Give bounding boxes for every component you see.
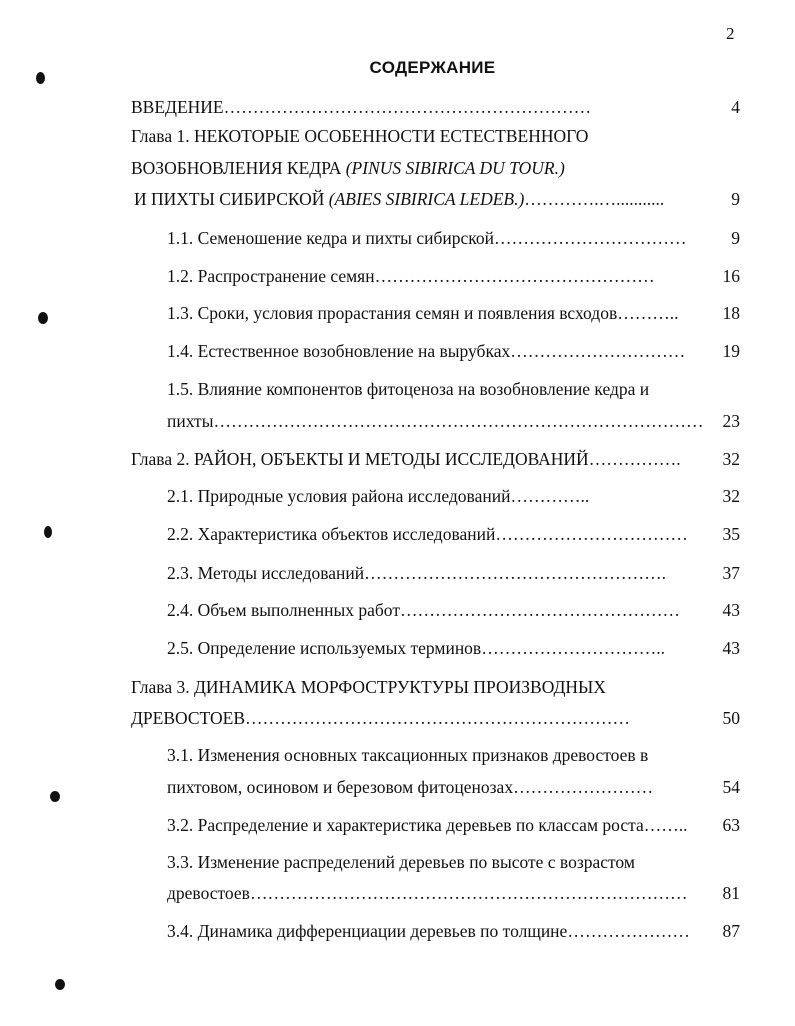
toc-entry-3-1-line2: пихтовом, осиновом и березовом фитоценозах…………………… <box>167 777 654 797</box>
toc-page-chapter3: 50 <box>722 708 740 728</box>
toc-entry-1-1: 1.1. Семеношение кедра и пихты сибирской…………………………… <box>167 228 687 248</box>
toc-entry-1-5-line1: 1.5. Влияние компонентов фитоценоза на возобновление кедра и <box>167 379 650 399</box>
toc-entry-3-4: 3.4. Динамика дифференциации деревьев по толщине………………… <box>167 921 690 941</box>
toc-page-1-4: 19 <box>722 341 740 361</box>
page-number: 2 <box>726 24 735 43</box>
toc-page-2-1: 32 <box>722 486 740 506</box>
toc-page-1-2: 16 <box>722 266 740 286</box>
toc-entry-3-3-line2: древостоев………………………………………………………………… <box>167 883 688 903</box>
toc-page-3-4: 87 <box>722 921 740 941</box>
toc-entry-1-2: 1.2. Распространение семян………………………………………… <box>167 266 655 286</box>
toc-entry-1-4: 1.4. Естественное возобновление на вырубках………………………… <box>167 341 686 361</box>
toc-page-chapter1: 9 <box>731 189 740 209</box>
toc-page-2-4: 43 <box>722 600 740 620</box>
toc-entry-1-3: 1.3. Сроки, условия прорастания семян и появления всходов……….. <box>167 303 679 323</box>
toc-entry-chapter1-line3: И ПИХТЫ СИБИРСКОЙ (ABIES SIBIRICA LEDEB.)………….…........... <box>134 189 665 209</box>
toc-page-3-2: 63 <box>722 815 740 835</box>
scan-speck <box>44 526 52 538</box>
toc-entry-2-5: 2.5. Определение используемых терминов………………………….. <box>167 638 665 658</box>
toc-entry-3-1-line1: 3.1. Изменения основных таксационных признаков древостоев в <box>167 745 649 765</box>
toc-page-1-1: 9 <box>731 228 740 248</box>
toc-page-3-1: 54 <box>722 777 740 797</box>
toc-entry-chapter1-line2: ВОЗОБНОВЛЕНИЯ КЕДРА (PINUS SIBIRICA DU TOUR.) <box>131 158 565 178</box>
toc-page-3-3: 81 <box>722 883 740 903</box>
toc-entry-chapter2: Глава 2. РАЙОН, ОБЪЕКТЫ И МЕТОДЫ ИССЛЕДОВАНИЙ……………. <box>131 449 681 469</box>
toc-page-1-3: 18 <box>722 303 740 323</box>
toc-page-introduction: 4 <box>731 97 740 117</box>
toc-page-1-5: 23 <box>722 411 740 431</box>
scan-speck <box>38 312 48 324</box>
scan-speck <box>55 979 65 990</box>
toc-entry-chapter3-line2: ДРЕВОСТОЕВ………………………………………………………… <box>131 708 631 728</box>
toc-page-2-2: 35 <box>722 524 740 544</box>
scan-speck <box>50 791 60 802</box>
toc-page-2-3: 37 <box>722 563 740 583</box>
toc-entry-1-5-line2: пихты………………………………………………………………………… <box>167 411 704 431</box>
toc-entry-3-2: 3.2. Распределение и характеристика деревьев по классам роста…….. <box>167 815 688 835</box>
toc-entry-2-1: 2.1. Природные условия района исследований………….. <box>167 486 590 506</box>
toc-entry-2-4: 2.4. Объем выполненных работ………………………………………… <box>167 600 680 620</box>
toc-page-2-5: 43 <box>722 638 740 658</box>
toc-title: СОДЕРЖАНИЕ <box>369 58 496 77</box>
toc-entry-chapter1-line1: Глава 1. НЕКОТОРЫЕ ОСОБЕННОСТИ ЕСТЕСТВЕННОГО <box>131 126 589 146</box>
toc-entry-3-3-line1: 3.3. Изменение распределений деревьев по высоте с возрастом <box>167 852 635 872</box>
scan-speck <box>36 72 45 84</box>
toc-entry-2-2: 2.2. Характеристика объектов исследований…………………………… <box>167 524 688 544</box>
toc-entry-chapter3-line1: Глава 3. ДИНАМИКА МОРФОСТРУКТУРЫ ПРОИЗВОДНЫХ <box>131 677 606 697</box>
toc-page-chapter2: 32 <box>722 449 740 469</box>
toc-entry-2-3: 2.3. Методы исследований……………………………………………. <box>167 563 667 583</box>
toc-entry-introduction: ВВЕДЕНИЕ……………………………………………………… <box>131 97 592 117</box>
